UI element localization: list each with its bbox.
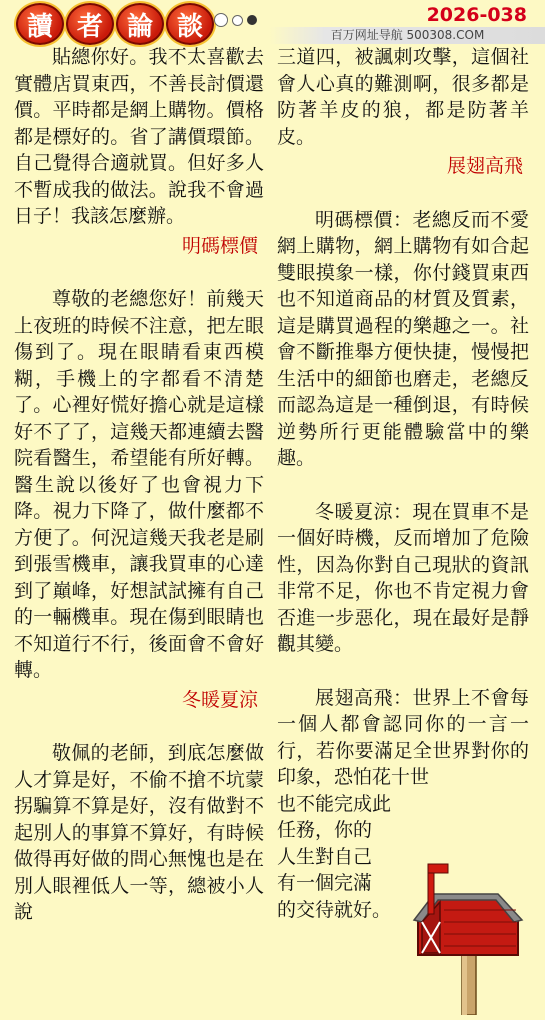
- issue-number: 2026-038: [426, 4, 527, 26]
- letter-text: 尊敬的老總您好！前幾天上夜班的時候不注意，把左眼傷到了。現在眼睛看東西模糊，手機上的字都看不清楚了。心裡好慌好擔心就是這樣好不了了，這幾天都連續去醫院看醫生，希望能有所好轉。醫生說以後好了也會視力下降。視力下降了，做什麼都不方便了。何況這幾天我老是刷到張雪機車，讓我買車的心達到了巔峰，好想試試擁有自己的一輛機車。現在傷到眼睛也不知道行不行，後面會不會好轉。: [14, 288, 264, 681]
- dot-icon: [232, 15, 243, 26]
- title-char: 談: [166, 3, 214, 45]
- column-title: [16, 3, 214, 45]
- reply-line: 也不能完成此: [277, 792, 392, 815]
- letter-signature: 展翅高飛: [446, 155, 523, 177]
- reply-body: 世界上不會每一個人都會認同你的一言一行，若你要滿足全世界對你的印象，恐怕花十世: [277, 686, 529, 788]
- reply-speaker: 明碼標價：: [315, 208, 413, 231]
- reply-line: 任務，你的: [277, 819, 373, 841]
- left-column: [14, 44, 264, 926]
- reply-speaker: 冬暖夏涼：: [315, 500, 413, 523]
- letter-text: 三道四，被諷刺攻擊，這個社會人心真的難測啊，很多都是防著羊皮的狼，都是防著羊皮。: [277, 46, 529, 148]
- title-char: 論: [116, 3, 164, 45]
- reply-text: [277, 207, 529, 472]
- title-char: 讀: [16, 3, 64, 45]
- mailbox-icon: [400, 860, 535, 1015]
- reply-line: 有一個完滿: [277, 872, 373, 894]
- reply-text: [277, 499, 529, 658]
- reply-body: 現在買車不是一個好時機，反而增加了危險性，因為你對自己現狀的資訊非常不足，你也不肯定視力會否進一步惡化，現在最好是靜觀其變。: [277, 500, 529, 655]
- letter-signature: 明碼標價: [181, 234, 258, 257]
- right-column: [277, 44, 529, 923]
- reply-line: 人生對自己: [277, 845, 373, 868]
- site-banner: 百万网址导航 500308.COM: [270, 27, 545, 44]
- dot-icon: [247, 15, 257, 25]
- letter-text: 敬佩的老師，到底怎麼做人才算是好，不偷不搶不坑蒙拐騙算不算是好，沒有做對不起別人的事算不算好，有時候做得再好做的問心無愧也是在別人眼裡低人一等，總被小人說: [14, 742, 264, 923]
- letter-signature: 冬暖夏涼: [181, 688, 258, 711]
- decorative-dots-icon: [214, 13, 257, 27]
- title-char: 者: [66, 3, 114, 45]
- reply-text: [277, 685, 529, 791]
- letter-text: 貼總你好。我不太喜歡去實體店買東西，不善長討價還價。平時都是網上購物。價格都是標好的。省了講價環節。自己覺得合適就買。但好多人不暫成我的做法。說我不會過日子！我該怎麼辦。: [14, 46, 264, 227]
- reply-narrow-lines: [277, 791, 405, 924]
- reply-speaker: 展翅高飛：: [315, 686, 413, 709]
- header: [0, 0, 545, 44]
- reply-body: 老總反而不愛網上購物，網上購物有如合起雙眼摸象一樣，你付錢買東西也不知道商品的材質及質素，這是購買過程的樂趣之一。社會不斷推舉方便快捷，慢慢把生活中的細節也磨走，老總反而認為這是一種倒退，有時候逆勢所行更能體驗當中的樂趣。: [277, 208, 529, 469]
- reply-line: 的交待就好。: [277, 898, 392, 921]
- dot-icon: [214, 13, 228, 27]
